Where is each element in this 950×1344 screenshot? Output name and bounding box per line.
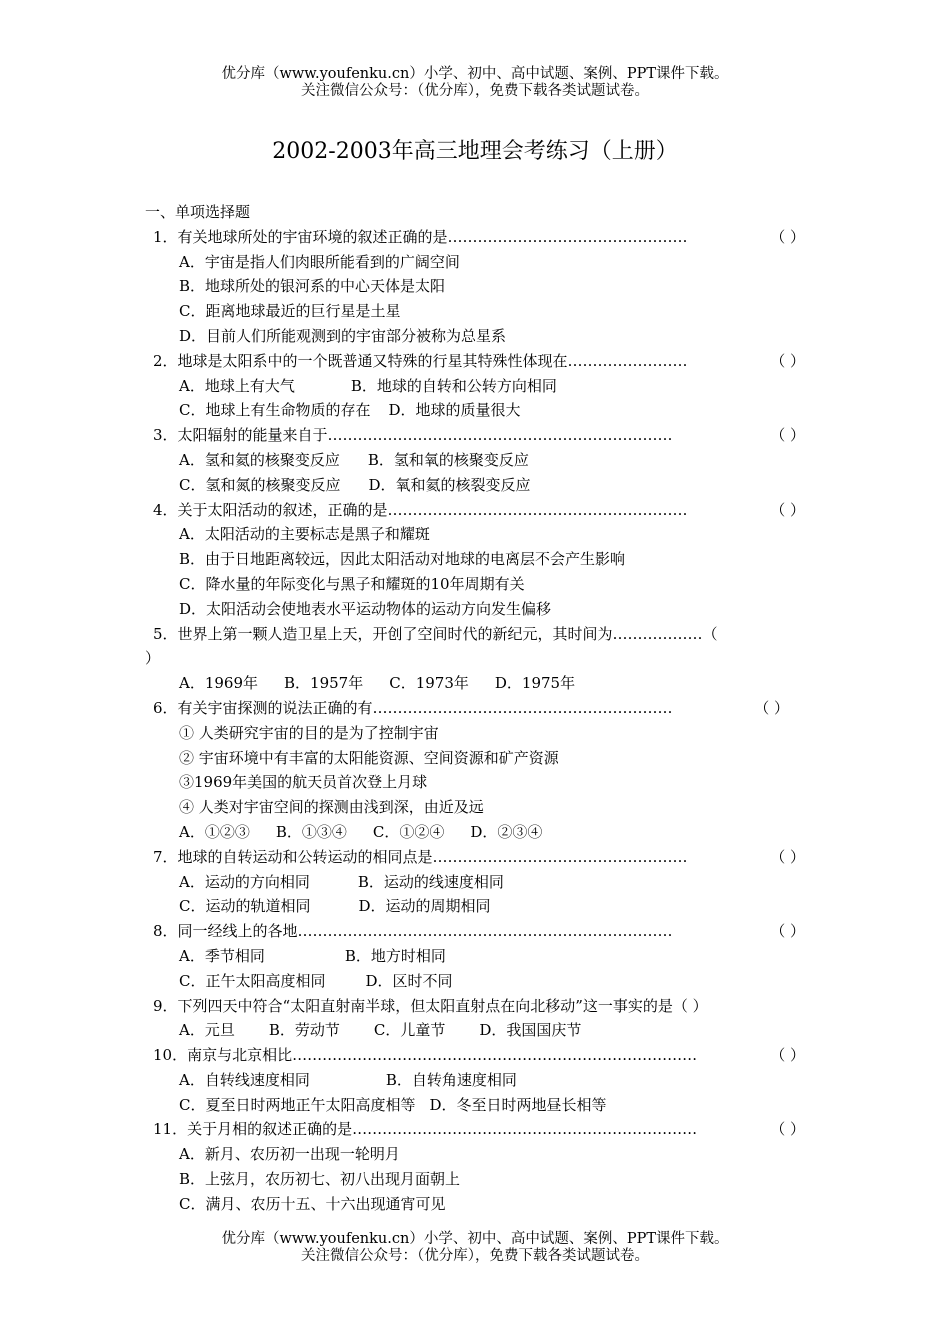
q6-option-a: A．①②③ [179,822,250,841]
q8-option-c: C．正午太阳高度相同 [179,971,326,990]
q9-options [145,1018,805,1043]
q5-option-c: C．1973年 [389,674,469,693]
q7-options-ab [145,870,805,895]
q6-statement-1: ① 人类研究宇宙的目的是为了控制宇宙 [179,723,439,742]
q10-option-b: B．自转角速度相同 [385,1070,517,1089]
q10-option-a: A．自转线速度相同 [179,1070,310,1089]
question-stem: 1．有关地球所处的宇宙环境的叙述正确的是………………………………………… [153,227,688,246]
question-5 [145,622,805,647]
q7-option-b: B．运动的线速度相同 [357,872,504,891]
q1-option-b: B．地球所处的银河系的中心天体是太阳 [179,277,446,296]
header-line-1: 优分库（www.youfenku.cn）小学、初中、高中试题、案例、PPT课件下载。 [221,66,729,82]
q1-option-d: D．目前人们所能观测到的宇宙部分被称为总星系 [179,326,507,345]
answer-blank: （ ） [770,1120,805,1139]
question-stem: 6．有关宇宙探测的说法正确的有…………………………………………………… [153,698,673,717]
question-stem: 4．关于太阳活动的叙述，正确的是…………………………………………………… [153,500,688,519]
q9-option-b: B．劳动节 [268,1021,340,1040]
question-stem: 3．太阳辐射的能量来自于…………………………………………………………… [153,426,673,445]
q9-option-a: A．元旦 [179,1021,235,1040]
header-line-2: 关注微信公众号：（优分库），免费下载各类试题试卷。 [301,83,649,99]
question-4 [145,498,805,523]
q8-options-cd [145,969,805,994]
question-7 [145,845,805,870]
question-stem: 10．南京与北京相比……………………………………………………………………… [153,1046,698,1065]
q3-option-b: B．氢和氧的核聚变反应 [367,450,529,469]
footer-line-1: 优分库（www.youfenku.cn）小学、初中、高中试题、案例、PPT课件下载。 [221,1231,729,1247]
q2-option-b: B．地球的自转和公转方向相同 [350,376,557,395]
q6-option-b: B．①③④ [275,822,347,841]
question-list [145,200,805,1217]
q6-option-c: C．①②④ [372,822,445,841]
q5-option-b: B．1957年 [284,674,364,693]
q2-option-d: D．地球的质量很大 [388,401,521,420]
q7-options-cd [145,894,805,919]
question-9 [145,994,805,1019]
q8-option-d: D．区时不同 [365,971,453,990]
q11-option-a: A．新月、农历初一出现一轮明月 [179,1145,400,1164]
q9-option-c: C．儿童节 [373,1021,446,1040]
question-stem: 11．关于月相的叙述正确的是…………………………………………………………… [153,1120,698,1139]
question-5-continued: ） [145,649,161,668]
footer-line-2: 关注微信公众号：（优分库），免费下载各类试题试卷。 [301,1248,649,1264]
answer-blank: （ ） [770,351,805,370]
question-6 [145,696,805,721]
q1-option-a: A．宇宙是指人们肉眼所能看到的广阔空间 [179,252,460,271]
q3-option-d: D．氧和氦的核裂变反应 [368,475,531,494]
q1-option-c: C．距离地球最近的巨行星是土星 [179,302,401,321]
answer-blank: （ ） [770,922,805,941]
q10-option-d: D．冬至日时两地昼长相等 [429,1095,607,1114]
q10-options-cd [145,1093,805,1118]
q10-options-ab [145,1068,805,1093]
question-11 [145,1117,805,1142]
q5-options [145,671,805,696]
q3-option-c: C．氢和氮的核聚变反应 [179,475,341,494]
q4-option-b: B．由于日地距离较远，因此太阳活动对地球的电离层不会产生影响 [179,550,626,569]
page-title: 2002-2003年高三地理会考练习（上册） [272,139,678,164]
q6-statement-4: ④ 人类对宇宙空间的探测由浅到深，由近及远 [179,798,484,817]
page-header [0,66,950,100]
q3-option-a: A．氢和氦的核聚变反应 [179,450,340,469]
question-stem: 9．下列四天中符合“太阳直射南半球，但太阳直射点在向北移动”这一事实的是（ ） [153,996,708,1015]
q6-statement-3: ③1969年美国的航天员首次登上月球 [179,773,428,792]
answer-blank: （ ） [770,227,805,246]
question-stem: 7．地球的自转运动和公转运动的相同点是…………………………………………… [153,847,688,866]
q7-option-d: D．运动的周期相同 [358,897,491,916]
question-1 [145,225,805,250]
q8-option-a: A．季节相同 [179,946,265,965]
q8-option-b: B．地方时相同 [344,946,446,965]
page-footer [0,1231,950,1265]
question-stem: 5．世界上第一颗人造卫星上天，开创了空间时代的新纪元，其时间为………………（ [153,624,718,643]
answer-blank: （ ） [770,847,805,866]
q9-option-d: D．我国国庆节 [479,1021,582,1040]
q5-option-d: D．1975年 [494,674,576,693]
q2-option-c: C．地球上有生命物质的存在 [179,401,371,420]
question-2 [145,349,805,374]
q8-options-ab [145,944,805,969]
answer-blank: （ ） [770,500,805,519]
answer-blank: （ ） [770,426,805,445]
question-stem: 2．地球是太阳系中的一个既普通又特殊的行星其特殊性体现在…………………… [153,351,688,370]
q4-option-c: C．降水量的年际变化与黑子和耀斑的10年周期有关 [179,574,525,593]
q3-options-ab [145,448,805,473]
q2-option-a: A．地球上有大气 [179,376,295,395]
answer-blank: （ ） [754,698,789,717]
q11-option-c: C．满月、农历十五、十六出现通宵可见 [179,1194,446,1213]
answer-blank: （ ） [770,1046,805,1065]
q2-options-cd [145,398,805,423]
q7-option-a: A．运动的方向相同 [179,872,310,891]
q4-option-a: A．太阳活动的主要标志是黑子和耀斑 [179,525,430,544]
question-3 [145,423,805,448]
q5-option-a: A．1969年 [179,674,259,693]
question-8 [145,919,805,944]
question-stem: 8．同一经线上的各地………………………………………………………………… [153,922,673,941]
section-heading: 一、单项选择题 [145,203,251,221]
q2-options-ab [145,374,805,399]
q4-option-d: D．太阳活动会使地表水平运动物体的运动方向发生偏移 [179,599,552,618]
q6-options [145,820,805,845]
q10-option-c: C．夏至日时两地正午太阳高度相等 [179,1095,416,1114]
q3-options-cd [145,473,805,498]
q6-option-d: D．②③④ [470,822,543,841]
q7-option-c: C．运动的轨道相同 [179,897,311,916]
q6-statement-2: ② 宇宙环境中有丰富的太阳能资源、空间资源和矿产资源 [179,748,559,767]
q11-option-b: B．上弦月，农历初七、初八出现月面朝上 [179,1170,461,1189]
question-10 [145,1043,805,1068]
